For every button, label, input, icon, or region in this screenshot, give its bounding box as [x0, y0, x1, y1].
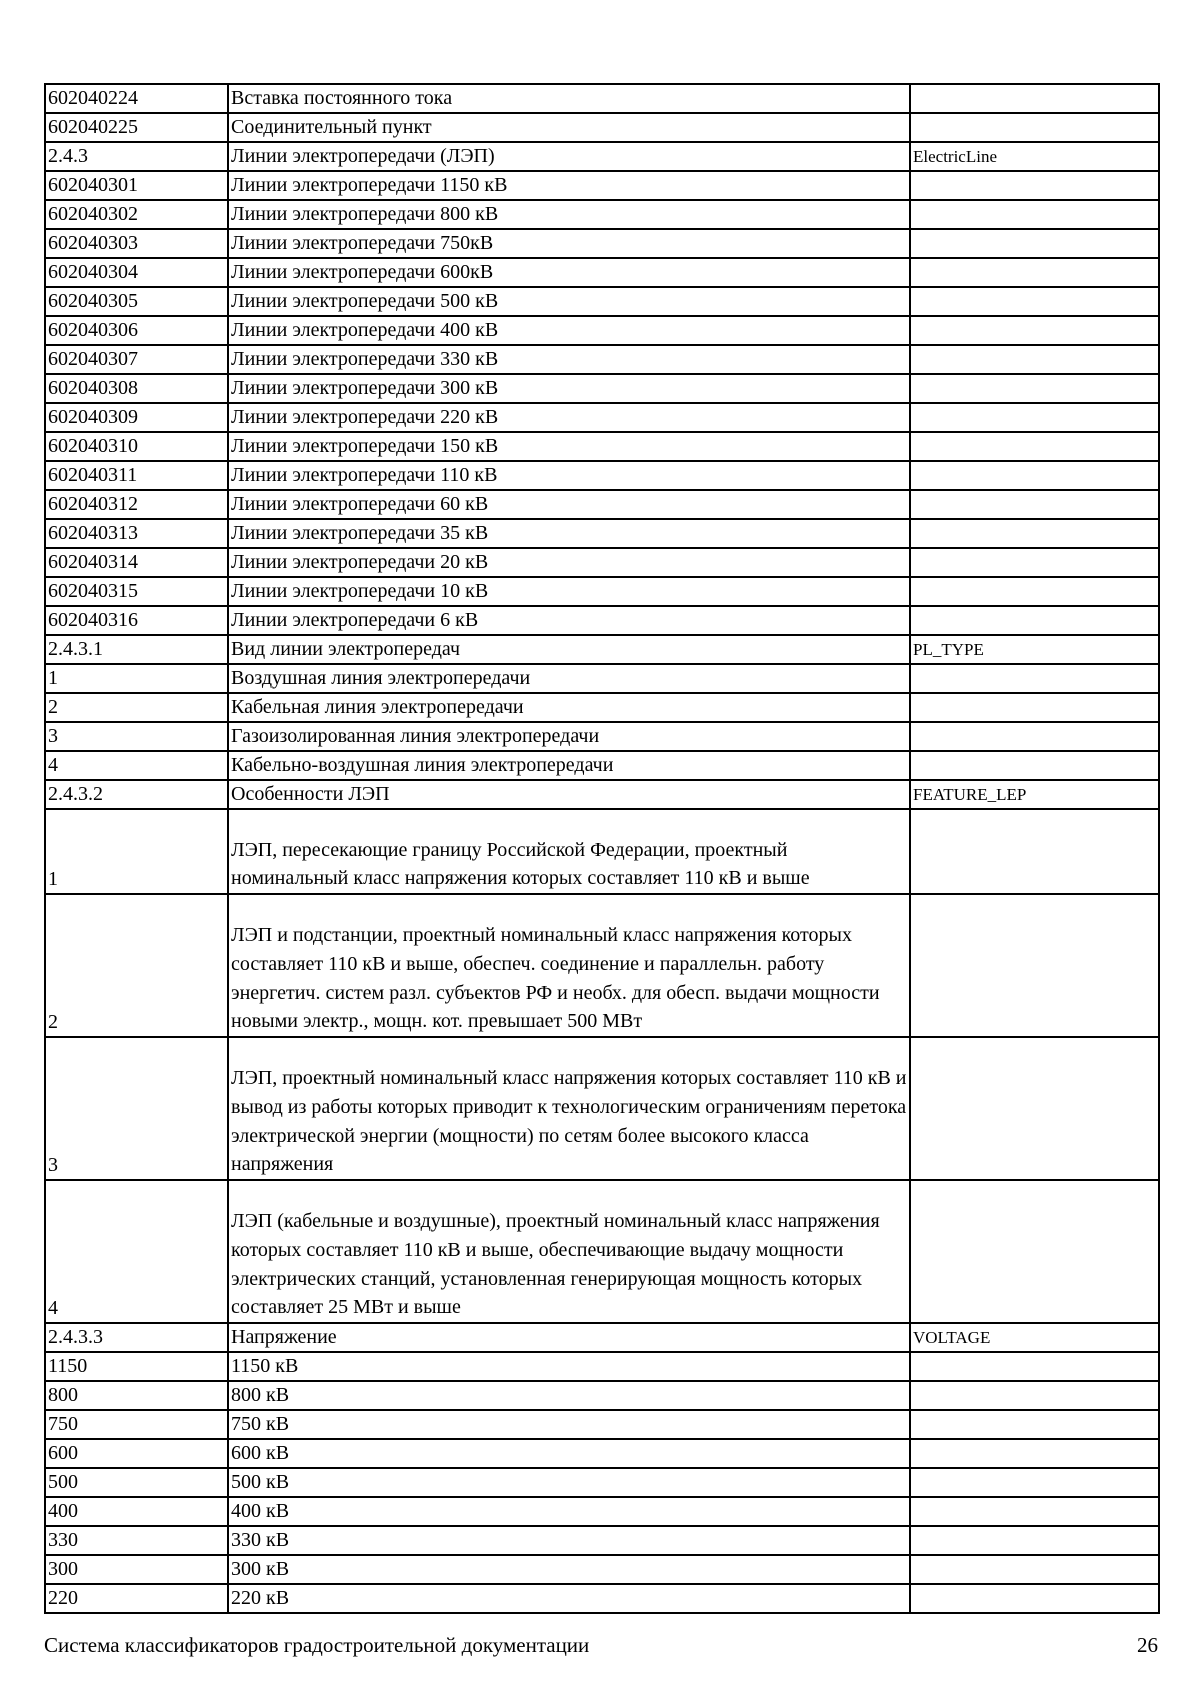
code-cell: 1	[45, 809, 228, 894]
table-row	[45, 1381, 1159, 1410]
code-cell: 602040301	[45, 171, 228, 200]
name-cell: Линии электропередачи 500 кВ	[228, 287, 910, 316]
tag-cell	[910, 403, 1159, 432]
code-cell: 800	[45, 1381, 228, 1410]
tag-cell	[910, 664, 1159, 693]
name-cell: Линии электропередачи 35 кВ	[228, 519, 910, 548]
tag-cell	[910, 432, 1159, 461]
footer-title: Система классификаторов градостроительной документации	[44, 1633, 590, 1657]
code-cell: 602040225	[45, 113, 228, 142]
tag-cell	[910, 1180, 1159, 1323]
table-row	[45, 635, 1159, 664]
table-row	[45, 894, 1159, 1037]
code-cell: 2	[45, 894, 228, 1037]
name-cell: 220 кВ	[228, 1584, 910, 1613]
tag-cell	[910, 894, 1159, 1037]
name-cell: Линии электропередачи 600кВ	[228, 258, 910, 287]
tag-cell	[910, 1381, 1159, 1410]
tag-cell	[910, 490, 1159, 519]
tag-cell	[910, 84, 1159, 113]
tag-cell	[910, 693, 1159, 722]
table-row	[45, 664, 1159, 693]
tag-cell	[910, 606, 1159, 635]
code-cell: 300	[45, 1555, 228, 1584]
table-row	[45, 316, 1159, 345]
name-cell: Линии электропередачи 110 кВ	[228, 461, 910, 490]
name-cell: Воздушная линия электропередачи	[228, 664, 910, 693]
code-cell: 602040316	[45, 606, 228, 635]
name-cell: 400 кВ	[228, 1497, 910, 1526]
table-row	[45, 490, 1159, 519]
table-row	[45, 1323, 1159, 1352]
table-row	[45, 519, 1159, 548]
table-row	[45, 780, 1159, 809]
table-row	[45, 142, 1159, 171]
table-row	[45, 287, 1159, 316]
tag-cell	[910, 1526, 1159, 1555]
tag-cell	[910, 548, 1159, 577]
tag-cell	[910, 171, 1159, 200]
table-row	[45, 1555, 1159, 1584]
tag-cell	[910, 751, 1159, 780]
name-cell: 750 кВ	[228, 1410, 910, 1439]
name-cell: Линии электропередачи 800 кВ	[228, 200, 910, 229]
code-cell: 602040305	[45, 287, 228, 316]
name-cell: 330 кВ	[228, 1526, 910, 1555]
table-row	[45, 113, 1159, 142]
name-cell: 800 кВ	[228, 1381, 910, 1410]
name-cell: Кабельно-воздушная линия электропередачи	[228, 751, 910, 780]
table-row	[45, 1352, 1159, 1381]
code-cell: 602040304	[45, 258, 228, 287]
name-cell: Линии электропередачи 750кВ	[228, 229, 910, 258]
tag-cell	[910, 1352, 1159, 1381]
tag-cell	[910, 461, 1159, 490]
code-cell: 1150	[45, 1352, 228, 1381]
name-cell: 1150 кВ	[228, 1352, 910, 1381]
tag-cell	[910, 519, 1159, 548]
tag-cell	[910, 1037, 1159, 1180]
table-row	[45, 1584, 1159, 1613]
name-cell: Линии электропередачи 1150 кВ	[228, 171, 910, 200]
page-footer	[44, 1633, 1158, 1658]
code-cell: 602040307	[45, 345, 228, 374]
tag-cell	[910, 1555, 1159, 1584]
tag-cell	[910, 113, 1159, 142]
tag-cell	[910, 229, 1159, 258]
table-row	[45, 1497, 1159, 1526]
table-row	[45, 229, 1159, 258]
code-cell: 2.4.3.1	[45, 635, 228, 664]
name-cell: Соединительный пункт	[228, 113, 910, 142]
table-row	[45, 1526, 1159, 1555]
table-row	[45, 606, 1159, 635]
table-row	[45, 374, 1159, 403]
tag-cell	[910, 809, 1159, 894]
name-cell: Линии электропередачи 10 кВ	[228, 577, 910, 606]
tag-cell	[910, 722, 1159, 751]
name-cell: 300 кВ	[228, 1555, 910, 1584]
name-cell: Линии электропередачи 220 кВ	[228, 403, 910, 432]
table-row	[45, 345, 1159, 374]
code-cell: 602040224	[45, 84, 228, 113]
name-cell: Линии электропередачи 60 кВ	[228, 490, 910, 519]
table-row	[45, 200, 1159, 229]
table-row	[45, 1439, 1159, 1468]
table-row	[45, 1468, 1159, 1497]
name-cell: ЛЭП (кабельные и воздушные), проектный номинальный класс напряжения которых составляет 110 кВ и выше, обеспечивающие выдачу мощности электрических станций, установленная генерирующая мощность которых составляет 25 МВт и выше	[228, 1180, 910, 1323]
tag-cell	[910, 200, 1159, 229]
code-cell: 500	[45, 1468, 228, 1497]
code-cell: 602040311	[45, 461, 228, 490]
code-cell: 2.4.3.3	[45, 1323, 228, 1352]
table-row	[45, 722, 1159, 751]
tag-cell: FEATURE_LEP	[910, 780, 1159, 809]
code-cell: 602040306	[45, 316, 228, 345]
page-number: 26	[1137, 1633, 1158, 1657]
code-cell: 602040302	[45, 200, 228, 229]
table-row	[45, 1037, 1159, 1180]
tag-cell	[910, 258, 1159, 287]
code-cell: 4	[45, 751, 228, 780]
code-cell: 3	[45, 722, 228, 751]
tag-cell	[910, 1468, 1159, 1497]
name-cell: Кабельная линия электропередачи	[228, 693, 910, 722]
code-cell: 220	[45, 1584, 228, 1613]
name-cell: Линии электропередачи 400 кВ	[228, 316, 910, 345]
code-cell: 3	[45, 1037, 228, 1180]
table-row	[45, 1410, 1159, 1439]
table-row	[45, 548, 1159, 577]
code-cell: 4	[45, 1180, 228, 1323]
table-row	[45, 751, 1159, 780]
table-row	[45, 1180, 1159, 1323]
tag-cell	[910, 1439, 1159, 1468]
code-cell: 602040313	[45, 519, 228, 548]
tag-cell	[910, 345, 1159, 374]
classifier-table	[44, 83, 1160, 1614]
table-row	[45, 432, 1159, 461]
code-cell: 602040310	[45, 432, 228, 461]
table-row	[45, 84, 1159, 113]
name-cell: ЛЭП, пересекающие границу Российской Федерации, проектный номинальный класс напряжения которых составляет 110 кВ и выше	[228, 809, 910, 894]
table-row	[45, 403, 1159, 432]
tag-cell: ElectricLine	[910, 142, 1159, 171]
code-cell: 602040308	[45, 374, 228, 403]
table-row	[45, 809, 1159, 894]
name-cell: ЛЭП и подстанции, проектный номинальный класс напряжения которых составляет 110 кВ и выше, обеспеч. соединение и параллельн. работу энергетич. систем разл. субъектов РФ и необх. для обесп. выдачи мощности новыми электр., мощн. кот. превышает 500 МВт	[228, 894, 910, 1037]
name-cell: Линии электропередачи 330 кВ	[228, 345, 910, 374]
name-cell: Линии электропередачи 6 кВ	[228, 606, 910, 635]
table-row	[45, 461, 1159, 490]
code-cell: 2.4.3.2	[45, 780, 228, 809]
name-cell: Газоизолированная линия электропередачи	[228, 722, 910, 751]
code-cell: 600	[45, 1439, 228, 1468]
name-cell: Линии электропередачи 300 кВ	[228, 374, 910, 403]
table-row	[45, 577, 1159, 606]
tag-cell	[910, 1584, 1159, 1613]
tag-cell: PL_TYPE	[910, 635, 1159, 664]
name-cell: Линии электропередачи (ЛЭП)	[228, 142, 910, 171]
code-cell: 2.4.3	[45, 142, 228, 171]
tag-cell	[910, 374, 1159, 403]
tag-cell: VOLTAGE	[910, 1323, 1159, 1352]
name-cell: Напряжение	[228, 1323, 910, 1352]
code-cell: 602040315	[45, 577, 228, 606]
tag-cell	[910, 577, 1159, 606]
code-cell: 602040309	[45, 403, 228, 432]
tag-cell	[910, 287, 1159, 316]
code-cell: 602040314	[45, 548, 228, 577]
tag-cell	[910, 1410, 1159, 1439]
code-cell: 602040312	[45, 490, 228, 519]
name-cell: Линии электропередачи 150 кВ	[228, 432, 910, 461]
code-cell: 330	[45, 1526, 228, 1555]
name-cell: Особенности ЛЭП	[228, 780, 910, 809]
tag-cell	[910, 316, 1159, 345]
name-cell: Вставка постоянного тока	[228, 84, 910, 113]
tag-cell	[910, 1497, 1159, 1526]
name-cell: 500 кВ	[228, 1468, 910, 1497]
table-row	[45, 258, 1159, 287]
code-cell: 750	[45, 1410, 228, 1439]
table-row	[45, 693, 1159, 722]
code-cell: 1	[45, 664, 228, 693]
name-cell: Линии электропередачи 20 кВ	[228, 548, 910, 577]
name-cell: ЛЭП, проектный номинальный класс напряжения которых составляет 110 кВ и вывод из работы которых приводит к технологическим ограничениям перетока электрической энергии (мощности) по сетям более высокого класса напряжения	[228, 1037, 910, 1180]
code-cell: 2	[45, 693, 228, 722]
name-cell: 600 кВ	[228, 1439, 910, 1468]
code-cell: 400	[45, 1497, 228, 1526]
name-cell: Вид линии электропередач	[228, 635, 910, 664]
table-row	[45, 171, 1159, 200]
code-cell: 602040303	[45, 229, 228, 258]
